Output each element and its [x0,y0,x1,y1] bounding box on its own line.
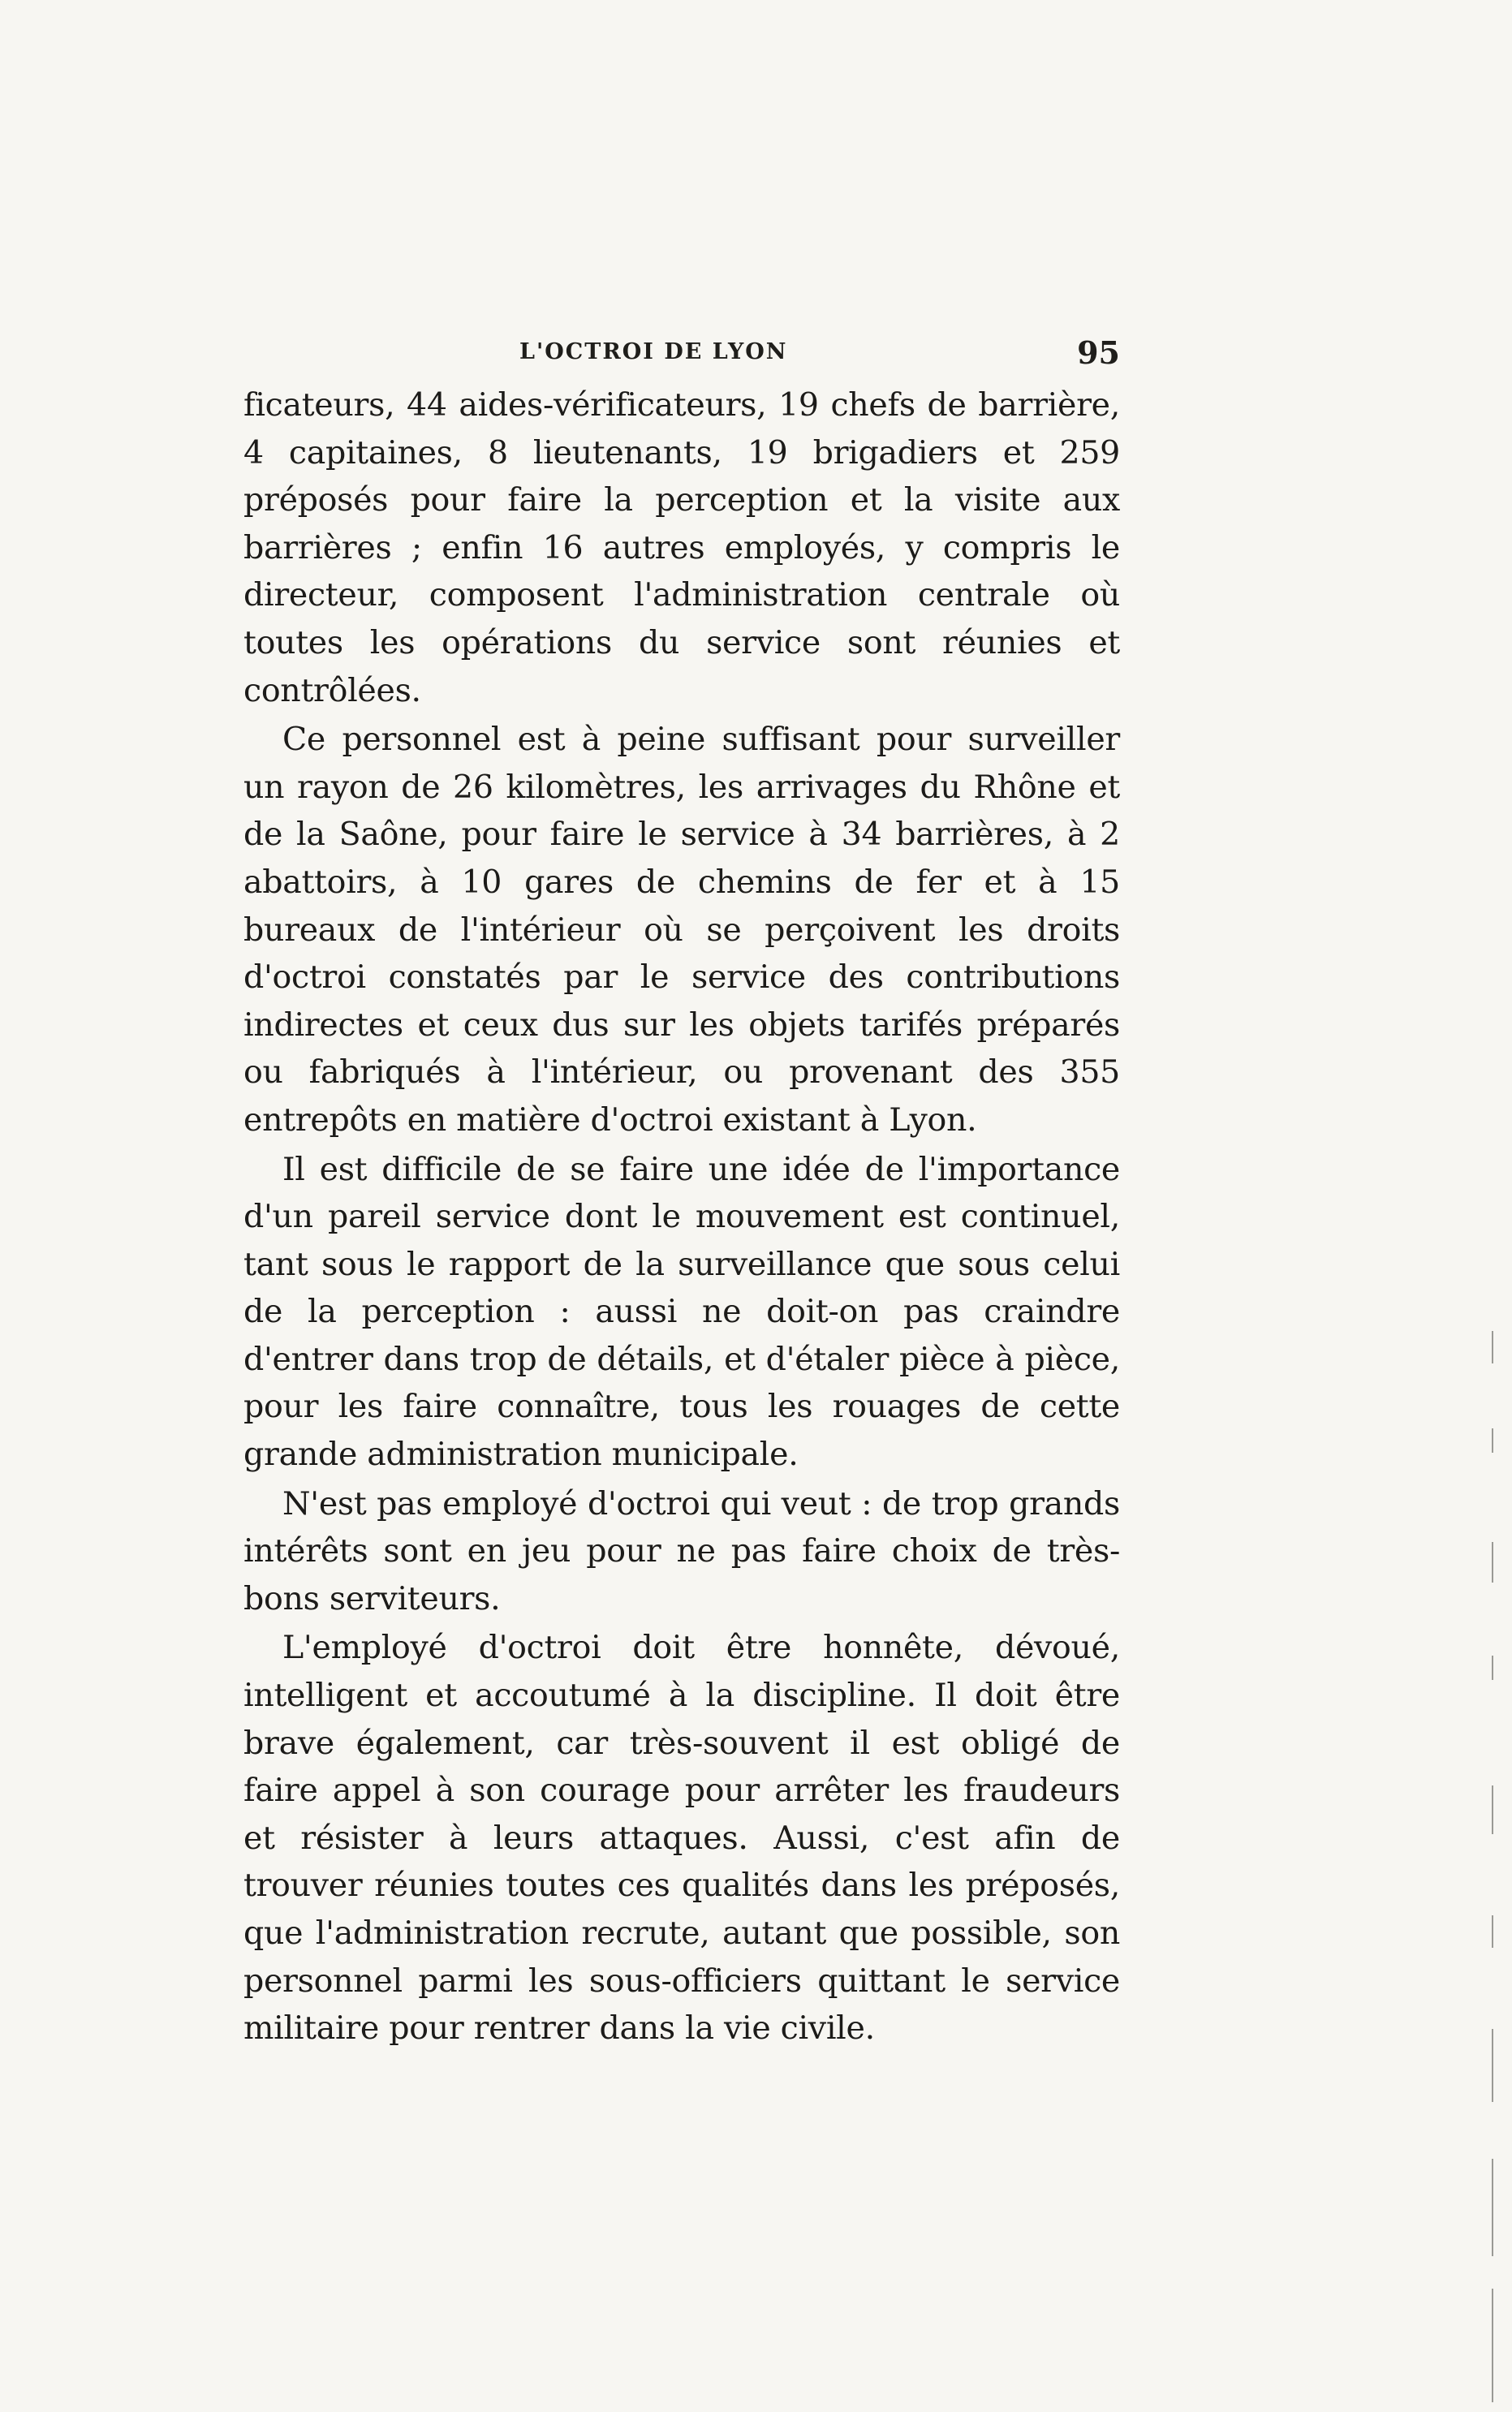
paragraph-continuation: ficateurs, 44 aides-vérificateurs, 19 chefs de barrière, 4 capitaines, 8 lieutenants, 19 brigadiers et 259 préposés pour faire la perception et la visite aux barrières ; enfin 16 autres employés, y compris le directeur, composent l'administration centrale où toutes les opérations du service sont réunies et contrôlées. [243,386,1120,709]
page-number: 95 [1077,334,1120,371]
running-head [243,334,1120,383]
paragraph-employee-qualities: L'employé d'octroi doit être honnête, dévoué, intelligent et accoutumé à la discipline. Il doit être brave également, car très-souvent il est obligé de faire appel à son courage pour arrêter les fraudeurs et résister à leurs attaques. Aussi, c'est afin de trouver réunies toutes ces qualités dans les préposés, que l'administration recrute, autant que possible, son personnel parmi les sous-officiers quittant le service militaire pour rentrer dans la vie civile. [243,1629,1120,2048]
running-title: L'OCTROI DE LYON [519,339,788,364]
body-text [243,381,1120,2052]
paragraph-personnel: Ce personnel est à peine suffisant pour surveiller un rayon de 26 kilomètres, les arrivages du Rhône et de la Saône, pour faire le service à 34 barrières, à 2 abattoirs, à 10 gares de chemins de fer et à 15 bureaux de l'intérieur où se perçoivent les droits d'octroi constatés par le service des contributions indirectes et ceux dus sur les objets tarifés préparés ou fabriqués à l'intérieur, ou provenant des 355 entrepôts en matière d'octroi existant à Lyon. [243,721,1120,1139]
paragraph-service-importance: Il est difficile de se faire une idée de l'importance d'un pareil service dont le mouvement est continuel, tant sous le rapport de la surveillance que sous celui de la perception : aussi ne doit-on pas craindre d'entrer dans trop de détails, et d'étaler pièce à pièce, pour les faire connaître, tous les rouages de cette grande administration municipale. [243,1150,1120,1474]
scan-artifact-marks [1492,1331,1495,2410]
paragraph-recruitment: N'est pas employé d'octroi qui veut : de trop grands intérêts sont en jeu pour ne pas faire choix de très-bons serviteurs. [243,1484,1120,1617]
